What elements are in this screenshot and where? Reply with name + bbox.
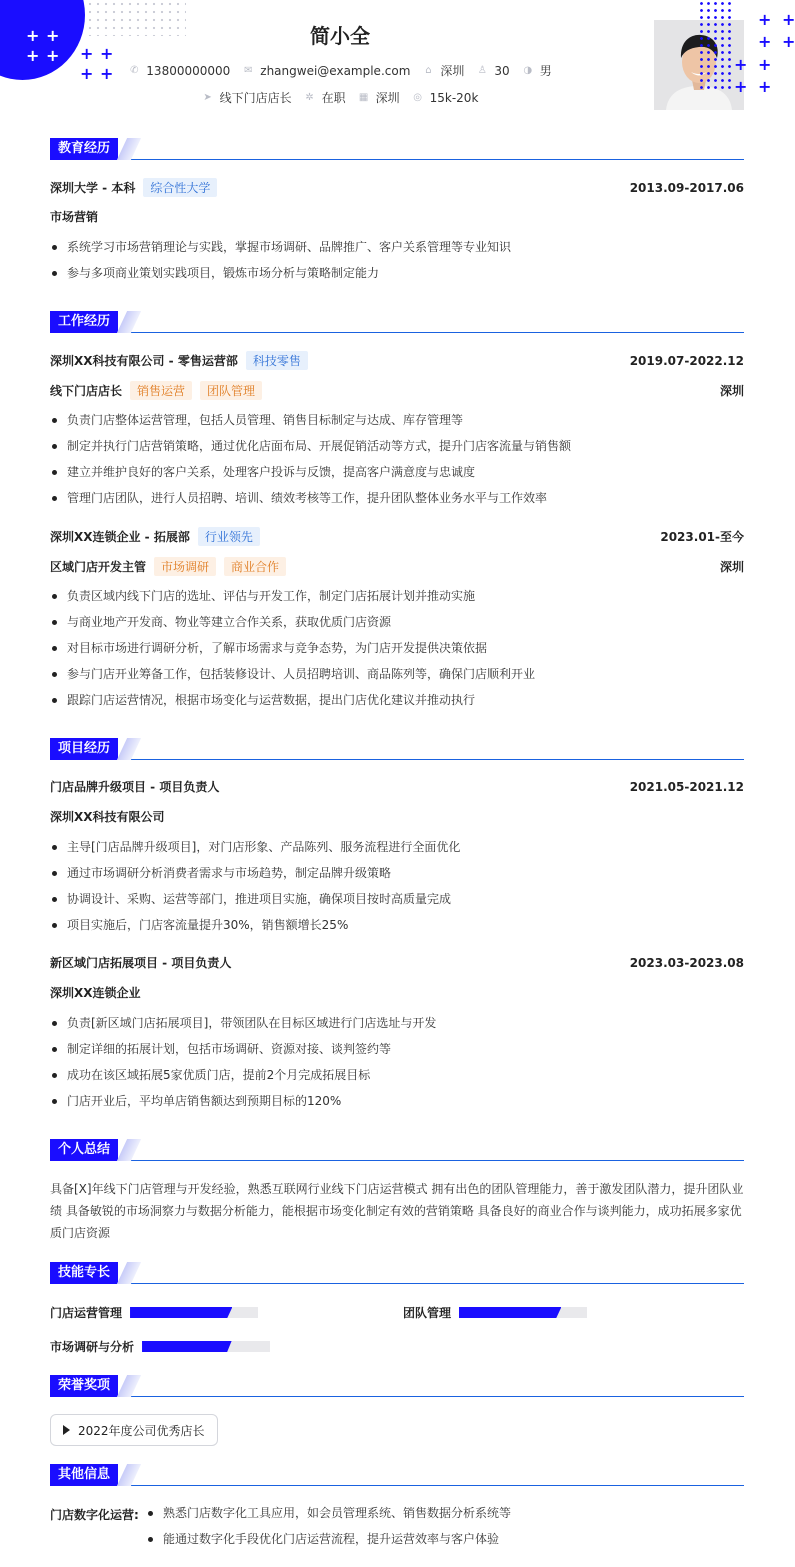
skill-bar-fill xyxy=(459,1307,561,1318)
plus-icon: + xyxy=(100,44,114,63)
project-org: 深圳XX连锁企业 xyxy=(50,986,141,1000)
project-org-row xyxy=(50,808,744,825)
project-header-row xyxy=(50,954,744,971)
job-bullets xyxy=(50,407,744,511)
triangle-icon xyxy=(63,1425,70,1435)
section-title-accent xyxy=(117,138,141,160)
section-title-accent xyxy=(117,738,141,760)
plus-icon: + xyxy=(26,26,40,45)
section-title: 技能专长 xyxy=(50,1262,118,1284)
list-item: 负责门店整体运营管理，包括人员管理、销售目标制定与达成、库存管理等 xyxy=(50,407,744,433)
skill-tag: 市场调研 xyxy=(154,557,216,576)
company-tag: 行业领先 xyxy=(198,527,260,546)
section-header xyxy=(50,1262,744,1284)
section-header xyxy=(50,311,744,333)
list-item: 通过市场调研分析消费者需求与市场趋势，制定品牌升级策略 xyxy=(50,860,744,886)
section-title: 其他信息 xyxy=(50,1464,118,1486)
project-header-row xyxy=(50,778,744,795)
section-title: 工作经历 xyxy=(50,311,118,333)
send-icon: ➤ xyxy=(203,91,212,103)
section-header xyxy=(50,1375,744,1397)
award-item xyxy=(50,1414,218,1446)
plus-icon: + xyxy=(100,64,114,83)
plus-icon: + xyxy=(80,44,94,63)
list-item: 与商业地产开发商、物业等建立合作关系，获取优质门店资源 xyxy=(50,609,744,635)
education-date: 2013.09-2017.06 xyxy=(629,180,744,195)
list-item: 成功在该区域拓展5家优质门店，提前2个月完成拓展目标 xyxy=(50,1062,744,1088)
section-header xyxy=(50,1139,744,1161)
list-item: 参与多项商业策划实践项目，锻炼市场分析与策略制定能力 xyxy=(50,260,744,286)
job-city: 深圳 xyxy=(719,560,744,574)
dot-pattern xyxy=(698,0,732,90)
education-header-row xyxy=(50,178,744,197)
other-section xyxy=(50,1464,744,1546)
salary-item: ◎ 15k-20k xyxy=(413,90,479,105)
job-header-row xyxy=(50,527,744,546)
skill-name: 市场调研与分析 xyxy=(50,1340,135,1354)
school-name: 深圳大学 - 本科 xyxy=(50,181,136,195)
plus-icon: + xyxy=(46,46,60,65)
building-icon: ▦ xyxy=(358,91,369,103)
contact-info-row xyxy=(0,62,680,79)
skill-item xyxy=(403,1304,587,1321)
skill-tag: 销售运营 xyxy=(130,381,192,400)
job-bullets xyxy=(50,583,744,713)
project-org-row xyxy=(50,984,744,1001)
plus-icon: + xyxy=(46,26,60,45)
job-city: 深圳 xyxy=(719,384,744,398)
email-item: ✉ zhangwei@example.com xyxy=(244,63,411,78)
company-name: 深圳XX连锁企业 - 拓展部 xyxy=(50,530,190,544)
summary-text: 具备[X]年线下门店管理与开发经验，熟悉互联网行业线下门店运营模式 拥有出色的团队管理能力，善于激发团队潜力，提升团队业绩 具备敏锐的市场洞察力与数据分析能力，能根据市场变化制定有效的营销策略 具备良好的商业合作与谈判能力，成功拓展多家优质门店资源 xyxy=(50,1182,744,1240)
skill-tag: 团队管理 xyxy=(200,381,262,400)
age-icon: ♙ xyxy=(477,64,487,76)
section-title: 教育经历 xyxy=(50,138,118,160)
skill-name: 门店运营管理 xyxy=(50,1306,123,1320)
list-item: 制定详细的拓展计划，包括市场调研、资源对接、谈判签约等 xyxy=(50,1036,744,1062)
phone-icon: ✆ xyxy=(130,64,139,76)
education-section xyxy=(50,138,744,280)
company-tag: 科技零售 xyxy=(246,351,308,370)
education-bullets xyxy=(50,234,744,286)
project-date: 2021.05-2021.12 xyxy=(629,779,744,794)
plus-icon: + xyxy=(758,32,772,51)
skill-item xyxy=(50,1338,270,1355)
age-item: ♙ 30 xyxy=(477,63,510,78)
status-icon: ✲ xyxy=(305,91,314,103)
section-header xyxy=(50,738,744,760)
project-date: 2023.03-2023.08 xyxy=(629,955,744,970)
skill-item xyxy=(50,1304,258,1321)
school-tag: 综合性大学 xyxy=(143,178,217,197)
candidate-name: 简小全 xyxy=(310,24,370,48)
list-item: 项目实施后，门店客流量提升30%，销售额增长25% xyxy=(50,912,744,938)
section-title-accent xyxy=(117,1375,141,1397)
project-bullets xyxy=(50,834,744,938)
skill-bar xyxy=(459,1307,587,1318)
list-item: 负责[新区域门店拓展项目]，带领团队在目标区域进行门店选址与开发 xyxy=(50,1010,744,1036)
skills-section xyxy=(50,1262,744,1354)
project-bullets xyxy=(50,1010,744,1114)
section-title-accent xyxy=(117,1262,141,1284)
section-title: 荣誉奖项 xyxy=(50,1375,118,1397)
list-item: 系统学习市场营销理论与实践，掌握市场调研、品牌推广、客户关系管理等专业知识 xyxy=(50,234,744,260)
skill-bar xyxy=(130,1307,258,1318)
salary-icon: ◎ xyxy=(413,91,422,103)
gender-item: ◑ 男 xyxy=(523,64,552,78)
list-item: 能通过数字化手段优化门店运营流程，提升运营效率与客户体验 xyxy=(146,1526,744,1552)
project-name: 门店品牌升级项目 - 项目负责人 xyxy=(50,780,220,794)
list-item: 制定并执行门店营销策略，通过优化店面布局、开展促销活动等方式，提升门店客流量与销售额 xyxy=(50,433,744,459)
position-name: 线下门店店长 xyxy=(50,384,123,398)
gender-icon: ◑ xyxy=(523,64,533,76)
skill-bar-fill xyxy=(130,1307,232,1318)
list-item: 管理门店团队，进行人员招聘、培训、绩效考核等工作，提升团队整体业务水平与工作效率 xyxy=(50,485,744,511)
section-header xyxy=(50,138,744,160)
skill-bar xyxy=(142,1341,270,1352)
list-item: 对目标市场进行调研分析，了解市场需求与竞争态势，为门店开发提供决策依据 xyxy=(50,635,744,661)
plus-icon: + xyxy=(782,32,795,51)
skill-bar-fill xyxy=(142,1341,232,1352)
company-name: 深圳XX科技有限公司 - 零售运营部 xyxy=(50,354,238,368)
position-name: 区域门店开发主管 xyxy=(50,560,147,574)
work-section xyxy=(50,311,744,707)
list-item: 主导[门店品牌升级项目]，对门店形象、产品陈列、服务流程进行全面优化 xyxy=(50,834,744,860)
section-title-accent xyxy=(117,1464,141,1486)
job-status-item: ✲ 在职 xyxy=(305,91,346,105)
other-label: 门店数字化运营: xyxy=(50,1508,139,1522)
job-position-row xyxy=(50,381,744,400)
other-bullets xyxy=(146,1500,744,1552)
summary-section xyxy=(50,1139,744,1240)
list-item: 协调设计、采购、运营等部门，推进项目实施，确保项目按时高质量完成 xyxy=(50,886,744,912)
job-position-row xyxy=(50,557,744,576)
plus-icon: + xyxy=(758,55,772,74)
phone-item: ✆ 13800000000 xyxy=(130,63,231,78)
list-item: 参与门店开业筹备工作，包括装修设计、人员招聘培训、商品陈列等，确保门店顺利开业 xyxy=(50,661,744,687)
section-title: 项目经历 xyxy=(50,738,118,760)
honors-section xyxy=(50,1375,744,1438)
plus-icon: + xyxy=(26,46,40,65)
plus-icon: + xyxy=(734,77,748,96)
project-org: 深圳XX科技有限公司 xyxy=(50,810,165,824)
list-item: 建立并维护良好的客户关系，处理客户投诉与反馈，提高客户满意度与忠诚度 xyxy=(50,459,744,485)
major-row xyxy=(50,208,744,225)
project-name: 新区域门店拓展项目 - 项目负责人 xyxy=(50,956,232,970)
plus-icon: + xyxy=(734,55,748,74)
major-name: 市场营销 xyxy=(50,210,99,224)
home-icon: ⌂ xyxy=(425,64,432,76)
projects-section xyxy=(50,738,744,1108)
job-date: 2023.01-至今 xyxy=(660,530,744,544)
plus-icon: + xyxy=(758,77,772,96)
plus-icon: + xyxy=(758,10,772,29)
list-item: 门店开业后，平均单店销售额达到预期目标的120% xyxy=(50,1088,744,1114)
skill-name: 团队管理 xyxy=(403,1306,452,1320)
list-item: 熟悉门店数字化工具应用，如会员管理系统、销售数据分析系统等 xyxy=(146,1500,744,1526)
list-item: 跟踪门店运营情况，根据市场变化与运营数据，提出门店优化建议并推动执行 xyxy=(50,687,744,713)
job-intent-row xyxy=(0,89,680,106)
mail-icon: ✉ xyxy=(244,64,253,76)
plus-icon: + xyxy=(782,10,795,29)
skill-tag: 商业合作 xyxy=(224,557,286,576)
section-title-accent xyxy=(117,1139,141,1161)
list-item: 负责区域内线下门店的选址、评估与开发工作，制定门店拓展计划并推动实施 xyxy=(50,583,744,609)
section-title-accent xyxy=(117,311,141,333)
location-item: ⌂ 深圳 xyxy=(422,62,464,79)
section-title: 个人总结 xyxy=(50,1139,118,1161)
award-name: 2022年度公司优秀店长 xyxy=(78,1423,205,1438)
job-date: 2019.07-2022.12 xyxy=(629,353,744,368)
target-position-item: ➤ 线下门店店长 xyxy=(203,91,292,105)
plus-icon: + xyxy=(80,64,94,83)
section-header xyxy=(50,1464,744,1486)
job-header-row xyxy=(50,351,744,370)
target-city-item: ▦ 深圳 xyxy=(358,91,400,105)
